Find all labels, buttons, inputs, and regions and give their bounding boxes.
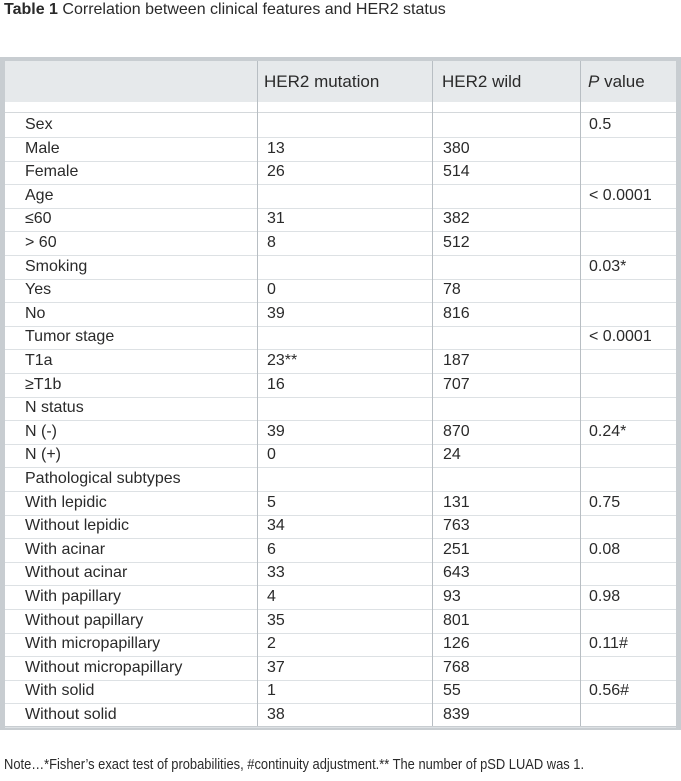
her2-mutation-cell: 26 — [267, 163, 285, 181]
her2-mutation-cell: 39 — [267, 422, 285, 440]
feature-cell: With lepidic — [25, 493, 107, 511]
her2-mutation-cell: 31 — [267, 210, 285, 228]
table-row — [5, 255, 676, 280]
her2-wild-cell: 78 — [443, 281, 461, 299]
feature-cell: Without solid — [25, 706, 117, 723]
her2-wild-cell: 514 — [443, 163, 470, 181]
table-title: Correlation between clinical features and HER2 status — [62, 1, 446, 18]
table-frame — [0, 57, 681, 730]
table-row — [5, 656, 676, 681]
footnote-text: Note…*Fisher’s exact test of probabilities, #continuity adjustment.** The number of pSD LUAD was 1. — [4, 756, 585, 773]
her2-mutation-cell: 2 — [267, 635, 276, 653]
feature-cell: N (-) — [25, 422, 57, 440]
feature-cell: Smoking — [25, 257, 88, 275]
her2-mutation-cell: 6 — [267, 540, 276, 558]
her2-wild-cell: 55 — [443, 682, 461, 700]
p-value-cell: < 0.0001 — [589, 328, 652, 346]
her2-wild-cell: 816 — [443, 304, 470, 322]
p-value-cell: 0.5 — [589, 116, 612, 133]
feature-cell: Without micropapillary — [25, 658, 183, 676]
table-row — [5, 137, 676, 162]
feature-cell: Female — [25, 163, 79, 181]
header-her2-mutation: HER2 mutation — [264, 72, 380, 91]
feature-cell: N status — [25, 399, 84, 417]
feature-cell: Yes — [25, 281, 52, 299]
her2-mutation-cell: 34 — [267, 517, 285, 535]
her2-wild-cell: 512 — [443, 234, 470, 251]
her2-wild-cell: 870 — [443, 422, 470, 440]
p-value-cell: 0.75 — [589, 493, 621, 511]
header-p-value — [588, 61, 645, 102]
her2-mutation-cell: 1 — [267, 682, 276, 700]
feature-cell: Male — [25, 139, 60, 157]
table-row — [5, 184, 676, 209]
her2-mutation-cell: 37 — [267, 658, 285, 676]
table-row — [5, 420, 676, 445]
feature-cell: > 60 — [25, 234, 57, 251]
header-her2-wild: HER2 wild — [442, 72, 522, 91]
feature-cell: Sex — [25, 116, 53, 133]
feature-cell: With solid — [25, 682, 95, 700]
feature-cell: N (+) — [25, 446, 61, 464]
feature-cell: T1a — [25, 352, 53, 369]
p-value-cell: 0.56# — [589, 682, 630, 700]
her2-mutation-cell: 8 — [267, 234, 276, 251]
her2-wild-cell: 187 — [443, 352, 470, 369]
table-row — [5, 373, 676, 398]
table-row — [5, 160, 676, 185]
feature-cell: Age — [25, 186, 54, 204]
table-row — [5, 349, 676, 374]
column-divider — [257, 61, 258, 726]
her2-mutation-cell: 23** — [267, 352, 298, 369]
her2-wild-cell: 131 — [443, 493, 470, 511]
feature-cell: Without papillary — [25, 611, 144, 629]
table-row — [5, 561, 676, 586]
her2-wild-cell: 382 — [443, 210, 470, 228]
her2-mutation-cell: 35 — [267, 611, 285, 629]
table-row — [5, 679, 676, 704]
table-row — [5, 443, 676, 468]
table-row — [5, 113, 676, 138]
column-divider — [432, 61, 433, 726]
her2-wild-cell: 763 — [443, 517, 470, 535]
table-header — [5, 61, 676, 102]
p-italic: P — [588, 72, 600, 91]
feature-cell: With papillary — [25, 588, 122, 605]
her2-wild-cell: 126 — [443, 635, 470, 653]
data-table — [5, 61, 676, 726]
p-value-cell: 0.11# — [589, 635, 628, 653]
her2-mutation-cell: 4 — [267, 588, 276, 605]
table-row — [5, 278, 676, 303]
her2-mutation-cell: 0 — [267, 281, 276, 299]
table-row — [5, 585, 676, 610]
table-row — [5, 491, 676, 516]
table-row — [5, 538, 676, 563]
table-row — [5, 207, 676, 232]
p-value-cell: 0.08 — [589, 540, 621, 558]
table-row — [5, 231, 676, 256]
her2-wild-cell: 24 — [443, 446, 461, 464]
feature-cell: ≥T1b — [25, 375, 62, 393]
column-divider — [580, 61, 581, 726]
table-row — [5, 703, 676, 728]
feature-cell: No — [25, 304, 46, 322]
table-row — [5, 609, 676, 634]
p-value-cell: 0.98 — [589, 588, 621, 605]
her2-wild-cell: 380 — [443, 139, 470, 157]
feature-cell: ≤60 — [25, 210, 52, 228]
her2-mutation-cell: 38 — [267, 706, 285, 723]
her2-mutation-cell: 33 — [267, 564, 285, 582]
her2-mutation-cell: 0 — [267, 446, 276, 464]
feature-cell: Tumor stage — [25, 328, 115, 346]
her2-wild-cell: 839 — [443, 706, 470, 723]
table-number: Table 1 — [4, 1, 58, 18]
feature-cell: With acinar — [25, 540, 106, 558]
table-row — [5, 396, 676, 421]
her2-wild-cell: 251 — [443, 540, 470, 558]
table-row — [5, 325, 676, 350]
her2-wild-cell: 707 — [443, 375, 470, 393]
header-gap — [5, 102, 676, 113]
her2-wild-cell: 768 — [443, 658, 470, 676]
p-value-cell: 0.03* — [589, 257, 627, 275]
her2-wild-cell: 93 — [443, 588, 461, 605]
table-row — [5, 302, 676, 327]
her2-wild-cell: 643 — [443, 564, 470, 582]
p-value-cell: < 0.0001 — [589, 186, 652, 204]
feature-cell: With micropapillary — [25, 635, 161, 653]
feature-cell: Pathological subtypes — [25, 470, 181, 487]
feature-cell: Without acinar — [25, 564, 128, 582]
feature-cell: Without lepidic — [25, 517, 130, 535]
her2-mutation-cell: 16 — [267, 375, 285, 393]
table-row — [5, 514, 676, 539]
her2-mutation-cell: 39 — [267, 304, 285, 322]
her2-mutation-cell: 5 — [267, 493, 276, 511]
table-footnote — [4, 755, 679, 777]
table-row — [5, 467, 676, 492]
her2-mutation-cell: 13 — [267, 139, 285, 157]
her2-wild-cell: 801 — [443, 611, 470, 629]
table-row — [5, 632, 676, 657]
table-caption — [4, 0, 446, 22]
p-value-label: value — [604, 72, 645, 91]
p-value-cell: 0.24* — [589, 422, 627, 440]
